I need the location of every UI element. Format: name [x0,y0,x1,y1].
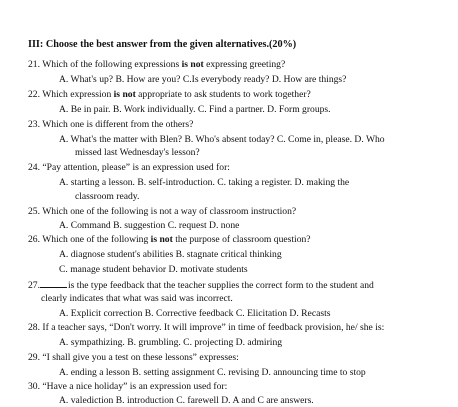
question-text: If a teacher says, “Don't worry. It will improve” in time of feedback provision, he/ she is: [42,322,385,333]
question-number: 28. [28,322,40,333]
question-number: 25. [28,206,40,217]
question-text: “Pay attention, please” is an expression used for: [42,162,230,173]
question-number: 23. [28,119,40,130]
question-22 [28,88,311,101]
question-number: 30. [28,381,40,392]
question-text: Which one is different from the others? [42,119,194,130]
options-27: A. Explicit correction B. Corrective feedback C. Elicitation D. Recasts [59,308,331,319]
question-number: 26. [28,234,40,245]
question-text-end: the purpose of classroom question? [172,234,311,245]
question-26 [28,233,311,246]
question-text-end: expressing greeting? [203,59,286,70]
question-27 [28,278,374,292]
question-23 [28,118,193,131]
question-25 [28,205,296,218]
emphasis-text: is not [181,59,204,70]
question-text: is the type feedback that the teacher supplies the correct form to the student and [68,280,374,291]
options-26-a: A. diagnose student's abilities B. stagnate critical thinking [59,249,282,260]
options-21: A. What's up? B. How are you? C.Is everybody ready? D. How are things? [59,74,347,85]
options-23-cont: missed last Wednesday's lesson? [75,147,200,158]
options-28: A. sympathizing. B. grumbling. C. projecting D. admiring [59,337,283,348]
question-24 [28,161,230,174]
emphasis-text: is not [150,234,173,245]
options-26-b: C. manage student behavior D. motivate students [59,264,248,275]
emphasis-text: is not [113,89,136,100]
question-text-end: appropriate to ask students to work together? [135,89,311,100]
question-number: 24. [28,162,40,173]
question-text: “Have a nice holiday” is an expression used for: [42,381,228,392]
question-28 [28,321,384,334]
question-21 [28,58,285,71]
options-23: A. What's the matter with Blen? B. Who's absent today? C. Come in, please. D. Who [59,134,385,145]
options-25: A. Command B. suggestion C. request D. none [59,220,240,231]
question-30 [28,380,227,393]
question-number: 21. [28,59,40,70]
options-29: A. ending a lesson B. setting assignment C. revising D. announcing time to stop [59,367,366,378]
question-text: Which of the following expressions [42,59,182,70]
options-24: A. starting a lesson. B. self-introduction. C. taking a register. D. making the [59,177,350,188]
question-text: Which one of the following is not a way of classroom instruction? [42,206,297,217]
question-text: Which one of the following [42,234,151,245]
options-22: A. Be in pair. B. Work individually. C. Find a partner. D. Form groups. [59,104,331,115]
options-24-cont: classroom ready. [75,191,140,202]
question-number: 29. [28,352,40,363]
question-29 [28,351,239,364]
answer-blank [40,278,67,288]
question-text: Which expression [42,89,114,100]
question-27-cont: clearly indicates that what was said was incorrect. [41,293,233,304]
section-title: III: Choose the best answer from the given alternatives.(20%) [28,39,297,50]
question-number: 27. [28,280,40,291]
question-number: 22. [28,89,40,100]
options-30: A. valediction B. introduction C. farewell D. A and C are answers. [59,395,314,406]
question-text: “I shall give you a test on these lessons” expresses: [42,352,239,363]
